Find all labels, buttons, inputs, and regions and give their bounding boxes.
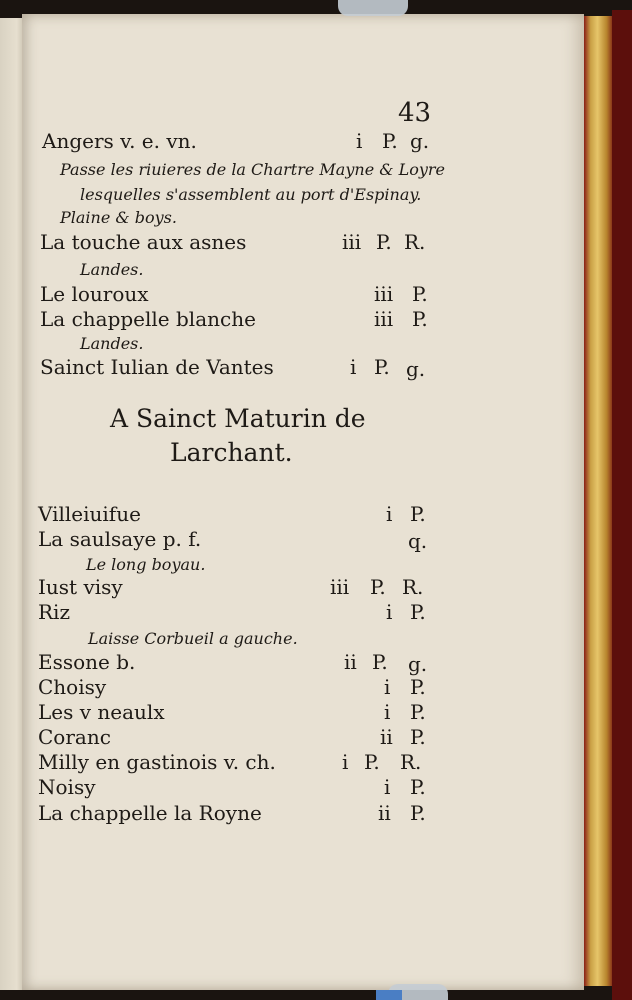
place-name: Noisy <box>38 775 96 799</box>
place-name: Sainct Iulian de Vantes <box>40 355 274 379</box>
post-mark: P. <box>374 355 390 379</box>
travel-note: Plaine & boys. <box>60 208 177 227</box>
post-mark: P. <box>364 750 380 774</box>
place-name: Milly en gastinois v. ch. <box>38 750 276 774</box>
distance: i <box>350 355 357 379</box>
place-name: Le louroux <box>40 282 149 306</box>
place-name: Coranc <box>38 725 111 749</box>
post-mark: P. <box>412 307 428 331</box>
gilt-page-edge <box>584 16 614 986</box>
distance: ii <box>378 801 391 825</box>
post-mark: P. <box>370 575 386 599</box>
place-name: La touche aux asnes <box>40 230 247 254</box>
post-mark: P. <box>372 650 388 674</box>
post-mark: P. <box>382 129 398 153</box>
binding-edge <box>612 10 632 1000</box>
distance: iii <box>342 230 362 254</box>
distance: i <box>384 775 391 799</box>
route-note: R. <box>404 230 426 254</box>
place-name: Riz <box>38 600 70 624</box>
section-heading: A Sainct Maturin de <box>110 404 366 433</box>
route-note: q. <box>408 529 428 553</box>
page-clip-top <box>338 0 408 16</box>
place-name: Iust visy <box>38 575 123 599</box>
post-mark: P. <box>410 700 426 724</box>
section-heading: Larchant. <box>170 438 293 467</box>
travel-note: Passe les riuieres de la Chartre Mayne & Loyre <box>60 160 445 179</box>
place-name: Villeiuifue <box>38 502 141 526</box>
post-mark: P. <box>410 675 426 699</box>
place-name: Choisy <box>38 675 107 699</box>
route-note: R. <box>400 750 422 774</box>
post-mark: P. <box>410 775 426 799</box>
distance: i <box>356 129 363 153</box>
post-mark: P. <box>412 282 428 306</box>
distance: iii <box>374 307 394 331</box>
distance: i <box>384 700 391 724</box>
post-mark: P. <box>410 801 426 825</box>
post-mark: P. <box>410 725 426 749</box>
travel-note: lesquelles s'assemblent au port d'Espinay. <box>80 185 422 204</box>
post-mark: P. <box>410 502 426 526</box>
travel-note: Landes. <box>80 260 144 279</box>
distance: iii <box>374 282 394 306</box>
travel-note: Le long boyau. <box>86 555 206 574</box>
post-mark: P. <box>410 600 426 624</box>
page-number: 43 <box>398 98 432 128</box>
post-mark: P. <box>376 230 392 254</box>
distance: i <box>384 675 391 699</box>
distance: i <box>386 502 393 526</box>
place-name: Angers v. e. vn. <box>42 129 197 153</box>
distance: ii <box>344 650 357 674</box>
travel-note: Landes. <box>80 334 144 353</box>
route-note: R. <box>402 575 424 599</box>
distance: i <box>386 600 393 624</box>
distance: ii <box>380 725 393 749</box>
place-name: La saulsaye p. f. <box>38 527 202 551</box>
place-name: La chappelle blanche <box>40 307 256 331</box>
route-note: g. <box>408 652 428 676</box>
place-name: Les v neaulx <box>38 700 165 724</box>
route-note: g. <box>410 129 430 153</box>
travel-note: Laisse Corbueil a gauche. <box>88 629 298 648</box>
route-note: g. <box>406 357 426 381</box>
distance: i <box>342 750 349 774</box>
place-name: La chappelle la Royne <box>38 801 262 825</box>
distance: iii <box>330 575 350 599</box>
place-name: Essone b. <box>38 650 136 674</box>
color-tab <box>376 990 402 1000</box>
